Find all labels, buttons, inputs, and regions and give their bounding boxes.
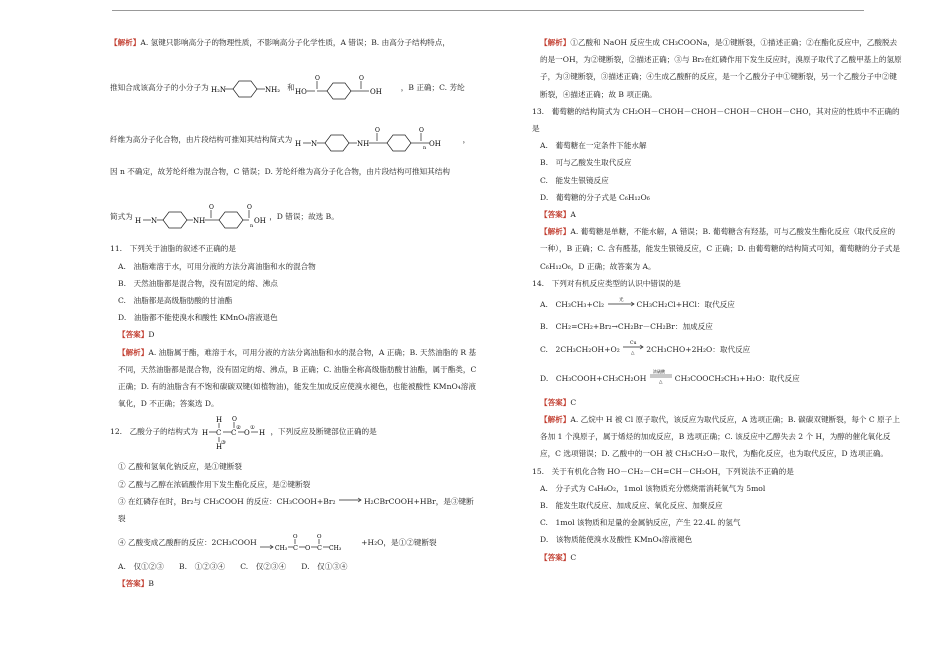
right-column <box>532 34 902 566</box>
svg-text:OH: OH <box>254 217 267 226</box>
acetic-anhydride-structure <box>259 532 361 554</box>
q15-option-b: B. 能发生取代反应、加成反应、氧化反应、加聚反应 <box>540 501 723 511</box>
svg-text:n: n <box>250 223 254 230</box>
svg-text:②: ② <box>236 425 242 432</box>
svg-text:O: O <box>293 533 298 540</box>
q12-options: A. 仅①②③ B. ①②③④ C. 仅②③④ D. 仅①③④ <box>118 561 348 571</box>
svg-text:O: O <box>247 204 253 212</box>
svg-text:Cu: Cu <box>630 341 637 347</box>
svg-text:CH₃: CH₃ <box>275 544 288 552</box>
light-condition-arrow <box>607 296 637 314</box>
q12-statement-2: ② 乙酸与乙醇在浓硫酸作用下发生酯化反应，是②键断裂 <box>118 479 311 489</box>
svg-text:O: O <box>232 416 238 424</box>
left-explanation-line-5: 简式为 H N NH O O n OH ，D 错误；故选 B。 <box>110 202 480 232</box>
q12-statement-1: ① 乙酸和氢氧化钠反应，是①键断裂 <box>118 462 242 472</box>
nh2-label: NH₂ <box>265 86 281 95</box>
q13-option-d: D. 葡萄糖的分子式是 C₆H₁₂O₆ <box>540 192 650 202</box>
svg-text:N: N <box>151 217 158 226</box>
question-15: 15. 关于有机化合物 HO－CH₂－CH=CH－CH₂OH，下列说法不正确的是 <box>532 466 794 476</box>
svg-text:C: C <box>293 543 299 552</box>
svg-text:O: O <box>374 127 380 135</box>
svg-text:H: H <box>216 416 223 425</box>
aramid-structure-1 <box>295 125 463 155</box>
left-column <box>110 34 480 592</box>
svg-text:O: O <box>314 75 320 83</box>
svg-text:C: C <box>231 429 237 438</box>
question-11: 11. 下列关于油脂的叙述不正确的是 <box>110 244 236 254</box>
svg-text:n: n <box>422 145 426 152</box>
q11-answer: 【答案】D <box>118 330 155 340</box>
q14-option-b: B. CH₂=CH₂+Br₂→CH₂Br－CH₂Br：加成反应 <box>540 322 713 332</box>
q12-answer: 【答案】B <box>118 578 154 588</box>
question-14: 14. 下列对有机反应类型的认识中错误的是 <box>532 278 681 288</box>
svg-text:③: ③ <box>221 440 227 447</box>
svg-text:O: O <box>244 429 251 438</box>
acetic-acid-structure <box>200 414 270 450</box>
sulfuric-acid-condition-arrow <box>649 368 675 390</box>
q11-option-d: D. 油脂都不能使溴水和酸性 KMnO₄溶液退色 <box>118 313 278 323</box>
q14-option-a: A. CH₃CH₃+Cl₂ 光 CH₃CH₂Cl+HCl：取代反应 <box>532 296 902 314</box>
svg-text:△: △ <box>631 351 635 356</box>
q11-option-c: C. 油脂都是高级脂肪酸的甘油酯 <box>118 296 233 306</box>
explanation-label: 【解析】 <box>110 38 141 47</box>
svg-text:H: H <box>216 443 223 451</box>
q13-explanation: 【解析】A. 葡萄糖是单糖，不能水解，A 错误；B. 葡萄糖含有羟基，可与乙酸发生酯化反应（取代反应的一种），B 正确；C. 含有醛基，能发生银镜反应，C 正确；D. 由葡萄糖的结构简式可知，葡萄糖的分子式是 C₆H₁₂O₆，D 正确；故答案为 A。 <box>540 227 900 271</box>
q11-explanation: 【解析】A. 油脂属于酯，难溶于水，可用分液的方法分离油脂和水的混合物，A 正确；B. 天然油脂的 R 基不同，天然油脂都是混合物，没有固定的熔、沸点，B 正确；C. 油脂全称高级脂肪酸甘油酯，属于酯类，C 正确；D. 有的油脂含有不饱和碳碳双键(如植物油)，能发生加成反应使溴水褪色，也能被酸性 KMnO₄溶液氧化，D 不正确；答案选 D。 <box>118 347 477 409</box>
svg-text:H: H <box>135 217 142 226</box>
svg-text:①: ① <box>250 425 256 432</box>
svg-text:NH: NH <box>356 140 369 149</box>
svg-text:C: C <box>317 543 323 552</box>
header-rule <box>112 10 864 11</box>
aramid-structure-2 <box>135 202 269 232</box>
svg-text:H: H <box>259 429 266 438</box>
svg-text:OH: OH <box>428 140 441 149</box>
q13-answer: 【答案】A <box>540 210 576 220</box>
q14-option-c: C. 2CH₃CH₂OH+O₂ Cu △ 2CH₃CHO+2H₂O：取代反应 <box>532 339 902 361</box>
svg-text:光: 光 <box>618 298 624 304</box>
h2n-label: H₂N <box>211 86 227 95</box>
left-explanation-line-1: 【解析】A. 氢键只影响高分子的物理性质，不影响高分子化学性质，A 错误；B. 由高分子结构特点， <box>110 38 450 47</box>
q11-option-a: A. 油脂难溶于水，可用分液的方法分离油脂和水的混合物 <box>118 261 316 271</box>
svg-text:O: O <box>209 204 215 212</box>
diamine-structure <box>211 75 287 101</box>
ho-label: HO <box>294 88 307 97</box>
svg-text:N: N <box>310 140 317 149</box>
question-13: 13. 葡萄糖的结构简式为 CH₂OH－CHOH－CHOH－CHOH－CHOH－CHO，其对应的性质中不正确的是 <box>532 106 900 134</box>
q11-option-b: B. 天然油脂都是混合物，没有固定的熔、沸点 <box>118 278 278 288</box>
q15-answer: 【答案】C <box>540 552 577 562</box>
svg-text:CH₃: CH₃ <box>329 544 342 552</box>
q13-option-b: B. 可与乙酸发生取代反应 <box>540 158 632 168</box>
q12-statement-4: ④ 乙酸变成乙酸酐的反应：2CH₃COOH CH₃ C O O C O CH₃ +H₂O，是①②键断裂 <box>118 533 437 552</box>
svg-text:△: △ <box>658 379 663 384</box>
q12-statement-3: ③ 在红磷存在时，Br₂与 CH₃COOH 的反应：CH₃COOH+Br₂ H₂CBrCOOH+HBr，是③键断裂 <box>110 493 480 528</box>
reaction-arrow <box>338 493 364 510</box>
left-explanation-line-3: 纤维为高分子化合物，由片段结构可推知其结构简式为 H N NH O O n OH ， <box>110 125 480 155</box>
left-explanation-line-2: 推知合成该高分子的小分子为 H₂N NH₂ 和 HO O O OH ，B 正确；C. 芳纶 <box>110 73 480 103</box>
q15-option-d: D. 该物质能使溴水及酸性 KMnO₄溶液褪色 <box>540 535 693 545</box>
q12-explanation: 【解析】①乙酸和 NaOH 反应生成 CH₃COONa，是①键断裂，①描述正确；②在酯化反应中，乙酸脱去的是一OH，为②键断裂，②描述正确；③与 Br₂在红磷作用下发生反应时，溴原子取代了乙酸甲基上的氢原子，为③键断裂，③描述正确；④生成乙酸酐的反应，是一个乙酸分子中①键断裂，另一个乙酸分子中②键断裂，④描述正确；故 B 项正确。 <box>540 38 902 99</box>
left-explanation-line-4: 因 n 不确定，故芳纶纤维为混合物，C 错误；D. 芳纶纤维为高分子化合物，由片段结构可推知其结构 <box>110 167 450 177</box>
q15-option-c: C. 1mol 该物质和足量的金属钠反应，产生 22.4L 的氢气 <box>540 518 741 528</box>
q14-answer: 【答案】C <box>540 397 577 407</box>
cu-heat-condition-arrow <box>622 339 646 361</box>
svg-text:O: O <box>418 127 424 135</box>
svg-text:H: H <box>294 140 301 149</box>
q13-option-a: A. 葡萄糖在一定条件下能水解 <box>540 141 647 151</box>
question-12: 12. 乙酸分子的结构式为 H C H H ③ C O ② O ① H ，下列反应及断键部位正确的是 <box>110 416 377 451</box>
svg-text:O: O <box>305 543 311 552</box>
q15-option-a: A. 分子式为 C₄H₈O₂，1mol 该物质充分燃烧需消耗氧气为 5mol <box>540 483 766 493</box>
svg-text:O: O <box>358 75 364 83</box>
svg-text:C: C <box>216 429 222 438</box>
q13-option-c: C. 能发生银镜反应 <box>540 175 609 185</box>
svg-text:浓硫酸: 浓硫酸 <box>652 368 665 374</box>
svg-text:NH: NH <box>193 217 206 226</box>
q14-explanation: 【解析】A. 乙烷中 H 被 Cl 原子取代，该反应为取代反应，A 选项正确；B. 碳碳双键断裂，每个 C 原子上各加 1 个溴原子，属于烯烃的加成反应，B 选项正确；C. 该反应中乙醇失去 2 个 H，为醇的催化氧化反应，C 选项错误；D. 乙酸中的一OH 被 CH₃CH₂O－取代，为酯化反应，也为取代反应，D 选项正确。 <box>540 415 900 459</box>
svg-text:H: H <box>202 429 209 438</box>
svg-text:O: O <box>317 533 322 540</box>
diacid-structure <box>295 73 401 103</box>
q14-option-d: D. CH₃COOH+CH₃CH₂OH 浓硫酸 △ CH₃COOCH₂CH₃+H₂O：取代反应 <box>532 368 902 390</box>
oh-label: OH <box>369 88 382 97</box>
